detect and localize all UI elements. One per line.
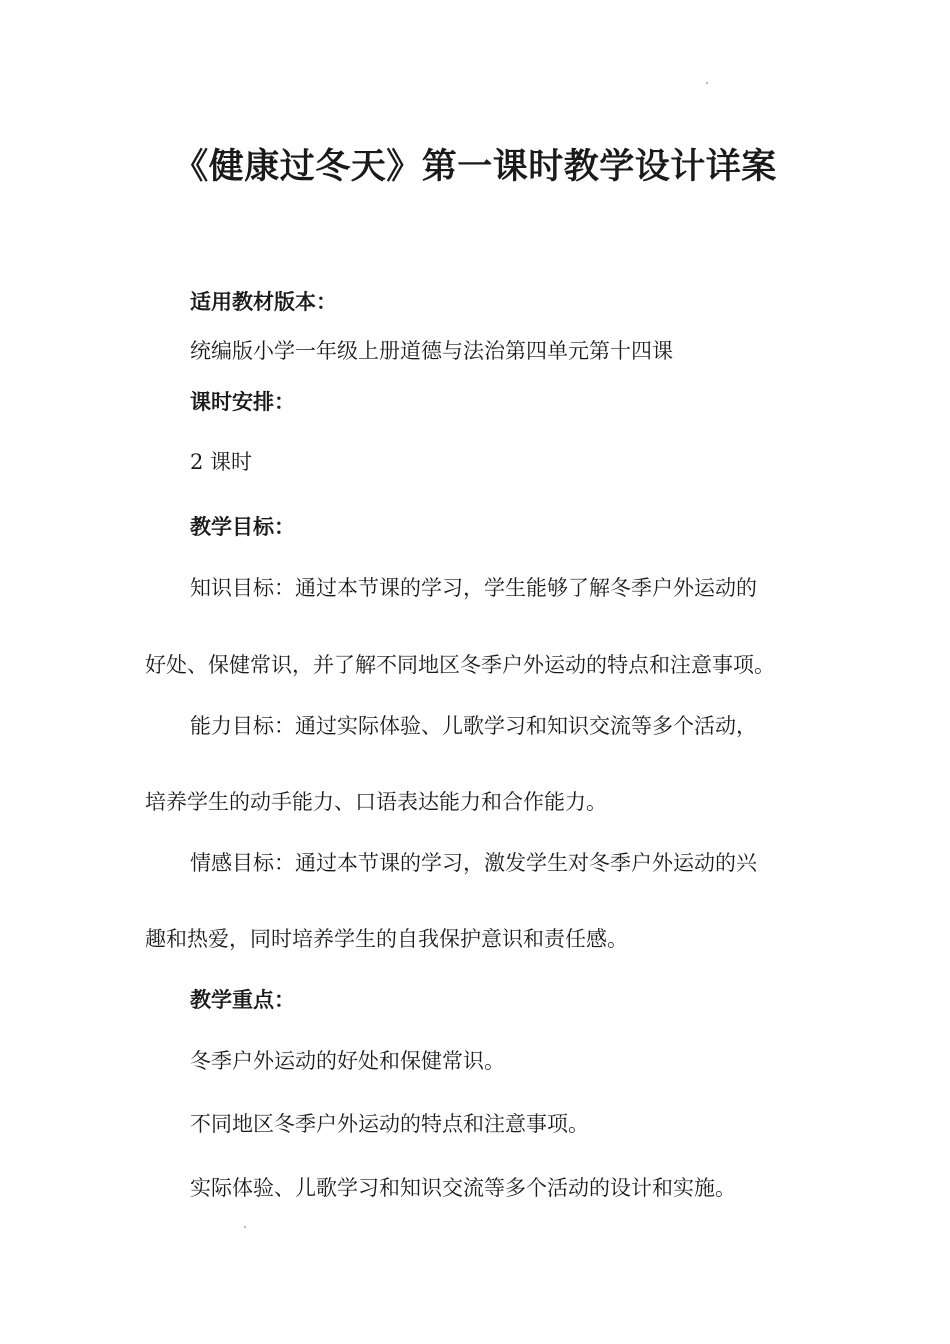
objectives-label: 教学目标：	[190, 515, 295, 539]
keypoint-item: 不同地区冬季户外运动的特点和注意事项。	[190, 1112, 589, 1136]
knowledge-objective-line1: 知识目标：通过本节课的学习，学生能够了解冬季户外运动的	[190, 576, 757, 600]
schedule-value: 2 课时	[190, 450, 253, 474]
keypoints-label: 教学重点：	[190, 988, 295, 1012]
scan-dot	[706, 82, 708, 84]
keypoint-item: 冬季户外运动的好处和保健常识。	[190, 1049, 505, 1073]
schedule-label: 课时安排：	[190, 390, 295, 414]
document-title: 《健康过冬天》第一课时教学设计详案	[173, 147, 777, 187]
emotion-objective-line2: 趣和热爱，同时培养学生的自我保护意识和责任感。	[145, 927, 628, 951]
ability-objective-line2: 培养学生的动手能力、口语表达能力和合作能力。	[145, 790, 607, 814]
scan-dot	[244, 1226, 246, 1228]
emotion-objective-line1: 情感目标：通过本节课的学习，激发学生对冬季户外运动的兴	[190, 851, 757, 875]
textbook-version-label: 适用教材版本：	[190, 290, 337, 314]
textbook-version-value: 统编版小学一年级上册道德与法治第四单元第十四课	[190, 339, 673, 363]
keypoint-item: 实际体验、儿歌学习和知识交流等多个活动的设计和实施。	[190, 1176, 736, 1200]
knowledge-objective-line2: 好处、保健常识，并了解不同地区冬季户外运动的特点和注意事项。	[145, 653, 775, 677]
ability-objective-line1: 能力目标：通过实际体验、儿歌学习和知识交流等多个活动，	[190, 714, 757, 738]
